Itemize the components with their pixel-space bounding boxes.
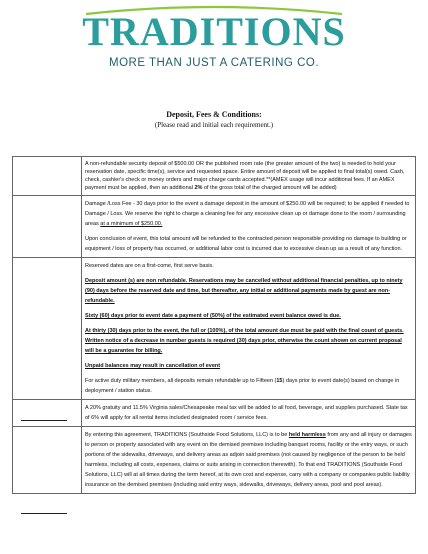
document-heading: [0, 110, 428, 129]
initial-cell[interactable]: [13, 400, 82, 427]
initial-cell[interactable]: [13, 258, 82, 400]
amex-percent: 2%: [194, 185, 203, 191]
document-subtitle: (Please read and initial each requirement.): [154, 121, 274, 129]
initial-line[interactable]: [21, 513, 67, 514]
refund-paragraph: Upon conclusion of event, this total amount will be refunded to the contracted person responsible providing no damage to building or equipment / loss of property has occurred, or additional labor cost is incurred due to excessive clean up as a result of any function.: [85, 236, 407, 252]
initial-cell[interactable]: [13, 157, 82, 196]
brand-logo: TRADITIONS: [82, 9, 346, 54]
terms-text: [82, 196, 416, 258]
initial-cell[interactable]: [13, 427, 82, 494]
sixty-day-paragraph: Sixty (60) days prior to event date a payment of (50%) of the estimated event balance owed is due.: [85, 313, 341, 319]
terms-row-damage: [13, 196, 416, 258]
damage-paragraph: [85, 199, 412, 229]
terms-text: [82, 157, 416, 196]
terms-text: [82, 427, 416, 494]
terms-row-payments: [13, 258, 416, 400]
terms-row-tax: [13, 400, 416, 427]
military-text-end: ) days prior to event date(s) based on change in deployment / station status.: [85, 378, 400, 394]
military-paragraph: [85, 376, 412, 396]
harmless-text: By entering this agreement, TRADITIONS (Southside Food Solutions, LLC) is to be: [85, 432, 289, 438]
nonrefundable-paragraph: Deposit amount (s) are non refundable. Reservations may be cancelled without additional financial penalties, up to ninety (90) days before the reserved date and time, but thereafter, any initial or additional payments made by guest are non-refundable.: [85, 278, 403, 304]
thirty-day-paragraph: At thirty (30) days prior to the event, the full or (100%), of the total amount due must be paid with the final count of guests. Written notice of a decrease in number guests is required (30) days prior, otherwise the count shown on current proposal will be a guarantee for billing.: [85, 328, 404, 354]
terms-table: [12, 156, 416, 494]
initial-cell[interactable]: [13, 196, 82, 258]
terms-text: [82, 258, 416, 400]
held-harmless: held harmless: [288, 432, 326, 438]
deposit-text: A non-refundable security deposit of $500.00 OR the published room rate (the greater amount of the two) is needed to hold your reservation date, specific time(s), service and requested space. Entire amount of deposit will be applied to final total(s) owed. Cash, check, cashier's check or money orders and major charge cards accepted.**(AMEX usage will incur additional fees. If an AMEX payment must be applied, then an additional: [85, 161, 405, 191]
header: [0, 0, 428, 92]
damage-minimum: at a minimum of $250.00.: [100, 221, 163, 227]
unpaid-paragraph: Unpaid balances may result in cancellation of event: [85, 363, 221, 369]
terms-row-hold-harmless: [13, 427, 416, 494]
deposit-text-end: of the gross total of the charged amount will be added): [202, 185, 337, 191]
military-text: For active duty military members, all deposits remain refundable up to Fifteen (: [85, 378, 277, 384]
first-come-paragraph: Reserved dates are on a first-come, first serve basis.: [85, 263, 214, 269]
harmless-text-end: from any and all injury or damages to person or property associated with any event on the demised premises including banquet rooms, facility or the entry ways, or such portions of the sidewalks, driveways, and delivery areas as adjoin said premises (not caused by negligence of the person to be held harmless, including all costs, expenses, claims or suits arising in connection therewith). To that end TRADITIONS (Southside Food Solutions, LLC) will at all times during the term hereof, at its own cost and expense, carry with a company or companies public liability insurance on the demised premises (including said entry ways, sidewalks, driveways, delivery areas, pool and pool areas).: [85, 432, 412, 488]
document-title: Deposit, Fees & Conditions:: [166, 110, 262, 119]
military-days: 15: [276, 378, 283, 384]
tax-text: A 20% gratuity and 11.5% Virginia sales/Chesapeake meal tax will be added to all food, beverage, and supplies purchased. State tax of 6% will apply for all rental items included designated room / service fees.: [82, 400, 416, 427]
damage-text: Damage /Loss Fee - 30 days prior to the event a damage deposit in the amount of $250.00 will be required; to be applied if needed to Damage / Loss. We reserve the right to charge a cleaning fee for any excessive clean up or damage done to the room / surrounding areas: [85, 201, 410, 227]
terms-row-deposit: [13, 157, 416, 196]
brand-tagline: MORE THAN JUST A CATERING CO.: [108, 57, 320, 69]
